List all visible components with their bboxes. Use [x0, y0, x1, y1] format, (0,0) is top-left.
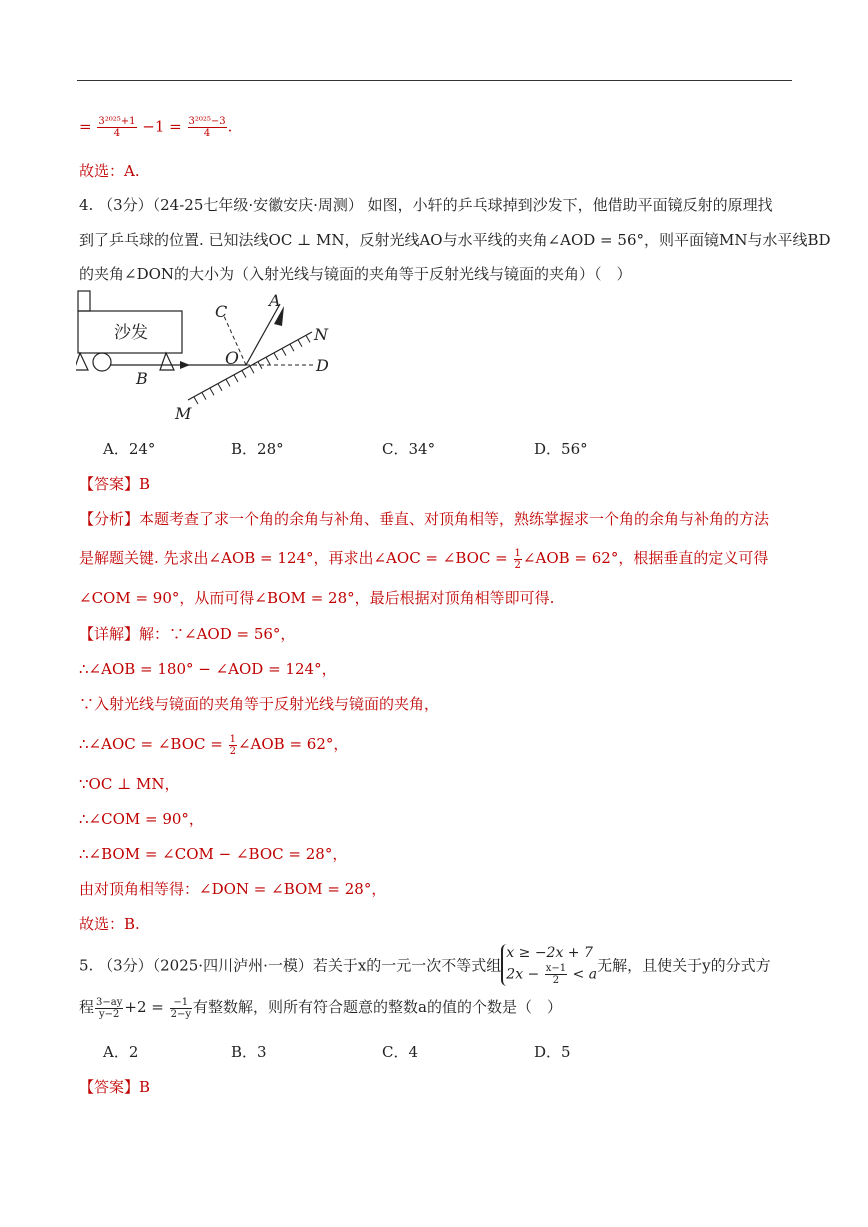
equation-middle: −1 = [142, 117, 182, 136]
mirror-hatching [194, 335, 310, 404]
fraction-1-denominator: 4 [113, 128, 121, 139]
q4-detail-3: ∵入射光线与镜面的夹角等于反射光线与镜面的夹角， [79, 695, 440, 713]
equation-fraction-1 [95, 997, 123, 1020]
analysis-2-start: 是解题关键. 先求出∠AOB = 124°，再求出∠AOC = ∠BOC = [79, 549, 508, 567]
inequality-2-fraction [545, 963, 567, 986]
q4-analysis-1: 【分析】本题考查了求一个角的余角与补角、垂直、对顶角相等，熟练掌握求一个角的余角与补角的方法 [79, 510, 770, 528]
equation-fraction-1-denominator: y−2 [99, 1008, 120, 1020]
prev-choose: 故选：A. [79, 162, 140, 180]
ping-pong-ball [93, 353, 111, 371]
inequality-2-denominator: 2 [552, 975, 560, 986]
equation-end: . [227, 117, 233, 136]
inequality-system [501, 944, 597, 986]
q5-line-2-start: 程 [79, 998, 95, 1016]
q4-figure [76, 288, 346, 423]
q5-answer: 【答案】B [79, 1078, 151, 1096]
q4-detail-2: ∴∠AOB = 180° − ∠AOD = 124°， [79, 660, 337, 678]
q5-option-d[interactable]: D．5 [534, 1043, 571, 1061]
half-fraction-2 [229, 734, 237, 757]
q4-answer: 【答案】B [79, 475, 151, 493]
q4-detail-4 [79, 733, 348, 757]
fraction-2-denominator: 4 [203, 128, 211, 139]
prev-equation [79, 116, 232, 139]
q4-detail-6: ∴∠COM = 90°， [79, 810, 204, 828]
sofa-leg-right [160, 353, 174, 370]
q4-line-2: 到了乒乓球的位置. 已知法线OC ⊥ MN，反射光线AO与水平线的夹角∠AOD = 56°，则平面镜MN与水平线BD [79, 231, 831, 249]
q5-line-2 [79, 996, 562, 1020]
ray-OA [246, 304, 280, 365]
q4-analysis-3: ∠COM = 90°，从而可得∠BOM = 28°，最后根据对顶角相等即可得. [79, 589, 555, 607]
q4-detail-5: ∵OC ⊥ MN， [79, 775, 180, 793]
inequality-1: x ≥ −2x + 7 [506, 945, 593, 961]
q5-option-c[interactable]: C．4 [382, 1043, 419, 1061]
fraction-1-numerator: 3²⁰²⁵+1 [98, 116, 136, 127]
q5-line-1-start: 5. （3分）（2025·四川泸州·一模）若关于x的一元一次不等式组 [79, 956, 502, 975]
label-D: D [316, 356, 329, 375]
label-O: O [225, 349, 239, 369]
half-numerator: 1 [514, 547, 521, 559]
mirror-MN [188, 332, 312, 400]
q5-line-1-end: 无解，且使关于y的分式方 [597, 956, 771, 975]
label-M: M [175, 404, 192, 423]
label-A: A [269, 291, 281, 310]
inequality-2 [506, 963, 597, 986]
q4-detail-1: 【详解】解：∵∠AOD = 56°， [79, 625, 296, 643]
q4-analysis-2 [79, 547, 768, 571]
sofa-back [78, 291, 90, 311]
q4-option-a[interactable]: A．24° [103, 440, 156, 458]
header-rule [77, 80, 792, 81]
detail-4-start: ∴∠AOC = ∠BOC = [79, 735, 223, 753]
q5-option-a[interactable]: A．2 [103, 1043, 139, 1061]
fraction-2 [188, 116, 227, 139]
ray-BO-arrow [180, 361, 190, 369]
equation-fraction-2 [170, 997, 192, 1020]
q5-line-2-end: 有整数解，则所有符合题意的整数a的值的个数是（ ） [193, 998, 562, 1016]
q4-detail-8: 由对顶角相等得：∠DON = ∠BOM = 28°， [79, 880, 387, 898]
half-denominator-2: 2 [229, 745, 236, 757]
inequality-2-numerator: x−1 [545, 963, 567, 974]
half-numerator-2: 1 [229, 733, 236, 745]
half-fraction [514, 548, 522, 571]
q4-option-d[interactable]: D．56° [534, 440, 588, 458]
detail-4-end: ∠AOB = 62°， [237, 735, 349, 753]
sofa-label: 沙发 [114, 323, 148, 343]
equals-sign: = [79, 117, 92, 136]
inequality-2-end: < a [572, 966, 598, 983]
inequality-2-start: 2x − [506, 966, 540, 983]
q5-line-1 [79, 944, 771, 986]
q4-detail-9: 故选：B. [79, 915, 140, 933]
label-C: C [215, 302, 228, 321]
analysis-2-end: ∠AOB = 62°，根据垂直的定义可得 [522, 549, 769, 567]
equation-fraction-2-denominator: 2−y [170, 1008, 191, 1020]
equation-fraction-1-numerator: 3−ay [96, 996, 123, 1008]
label-B: B [136, 369, 148, 388]
fraction-1 [97, 116, 136, 139]
sofa-leg-left [76, 353, 88, 370]
q5-option-b[interactable]: B．3 [231, 1043, 267, 1061]
q4-option-b[interactable]: B．28° [231, 440, 284, 458]
q4-option-c[interactable]: C．34° [382, 440, 436, 458]
equation-fraction-2-numerator: −1 [170, 997, 192, 1009]
fraction-2-numerator: 3²⁰²⁵−3 [188, 116, 226, 127]
q4-line-1: 4. （3分）（24-25七年级·安徽安庆·周测） 如图，小轩的乒乓球掉到沙发下，他借助平面镜反射的原理找 [79, 196, 773, 214]
label-N: N [314, 325, 328, 344]
q4-detail-7: ∴∠BOM = ∠COM − ∠BOC = 28°， [79, 845, 348, 863]
q4-line-3: 的夹角∠DON的大小为（入射光线与镜面的夹角等于反射光线与镜面的夹角）（ ） [79, 265, 632, 283]
q5-line-2-middle: +2 = [124, 998, 164, 1016]
half-denominator: 2 [514, 559, 521, 571]
